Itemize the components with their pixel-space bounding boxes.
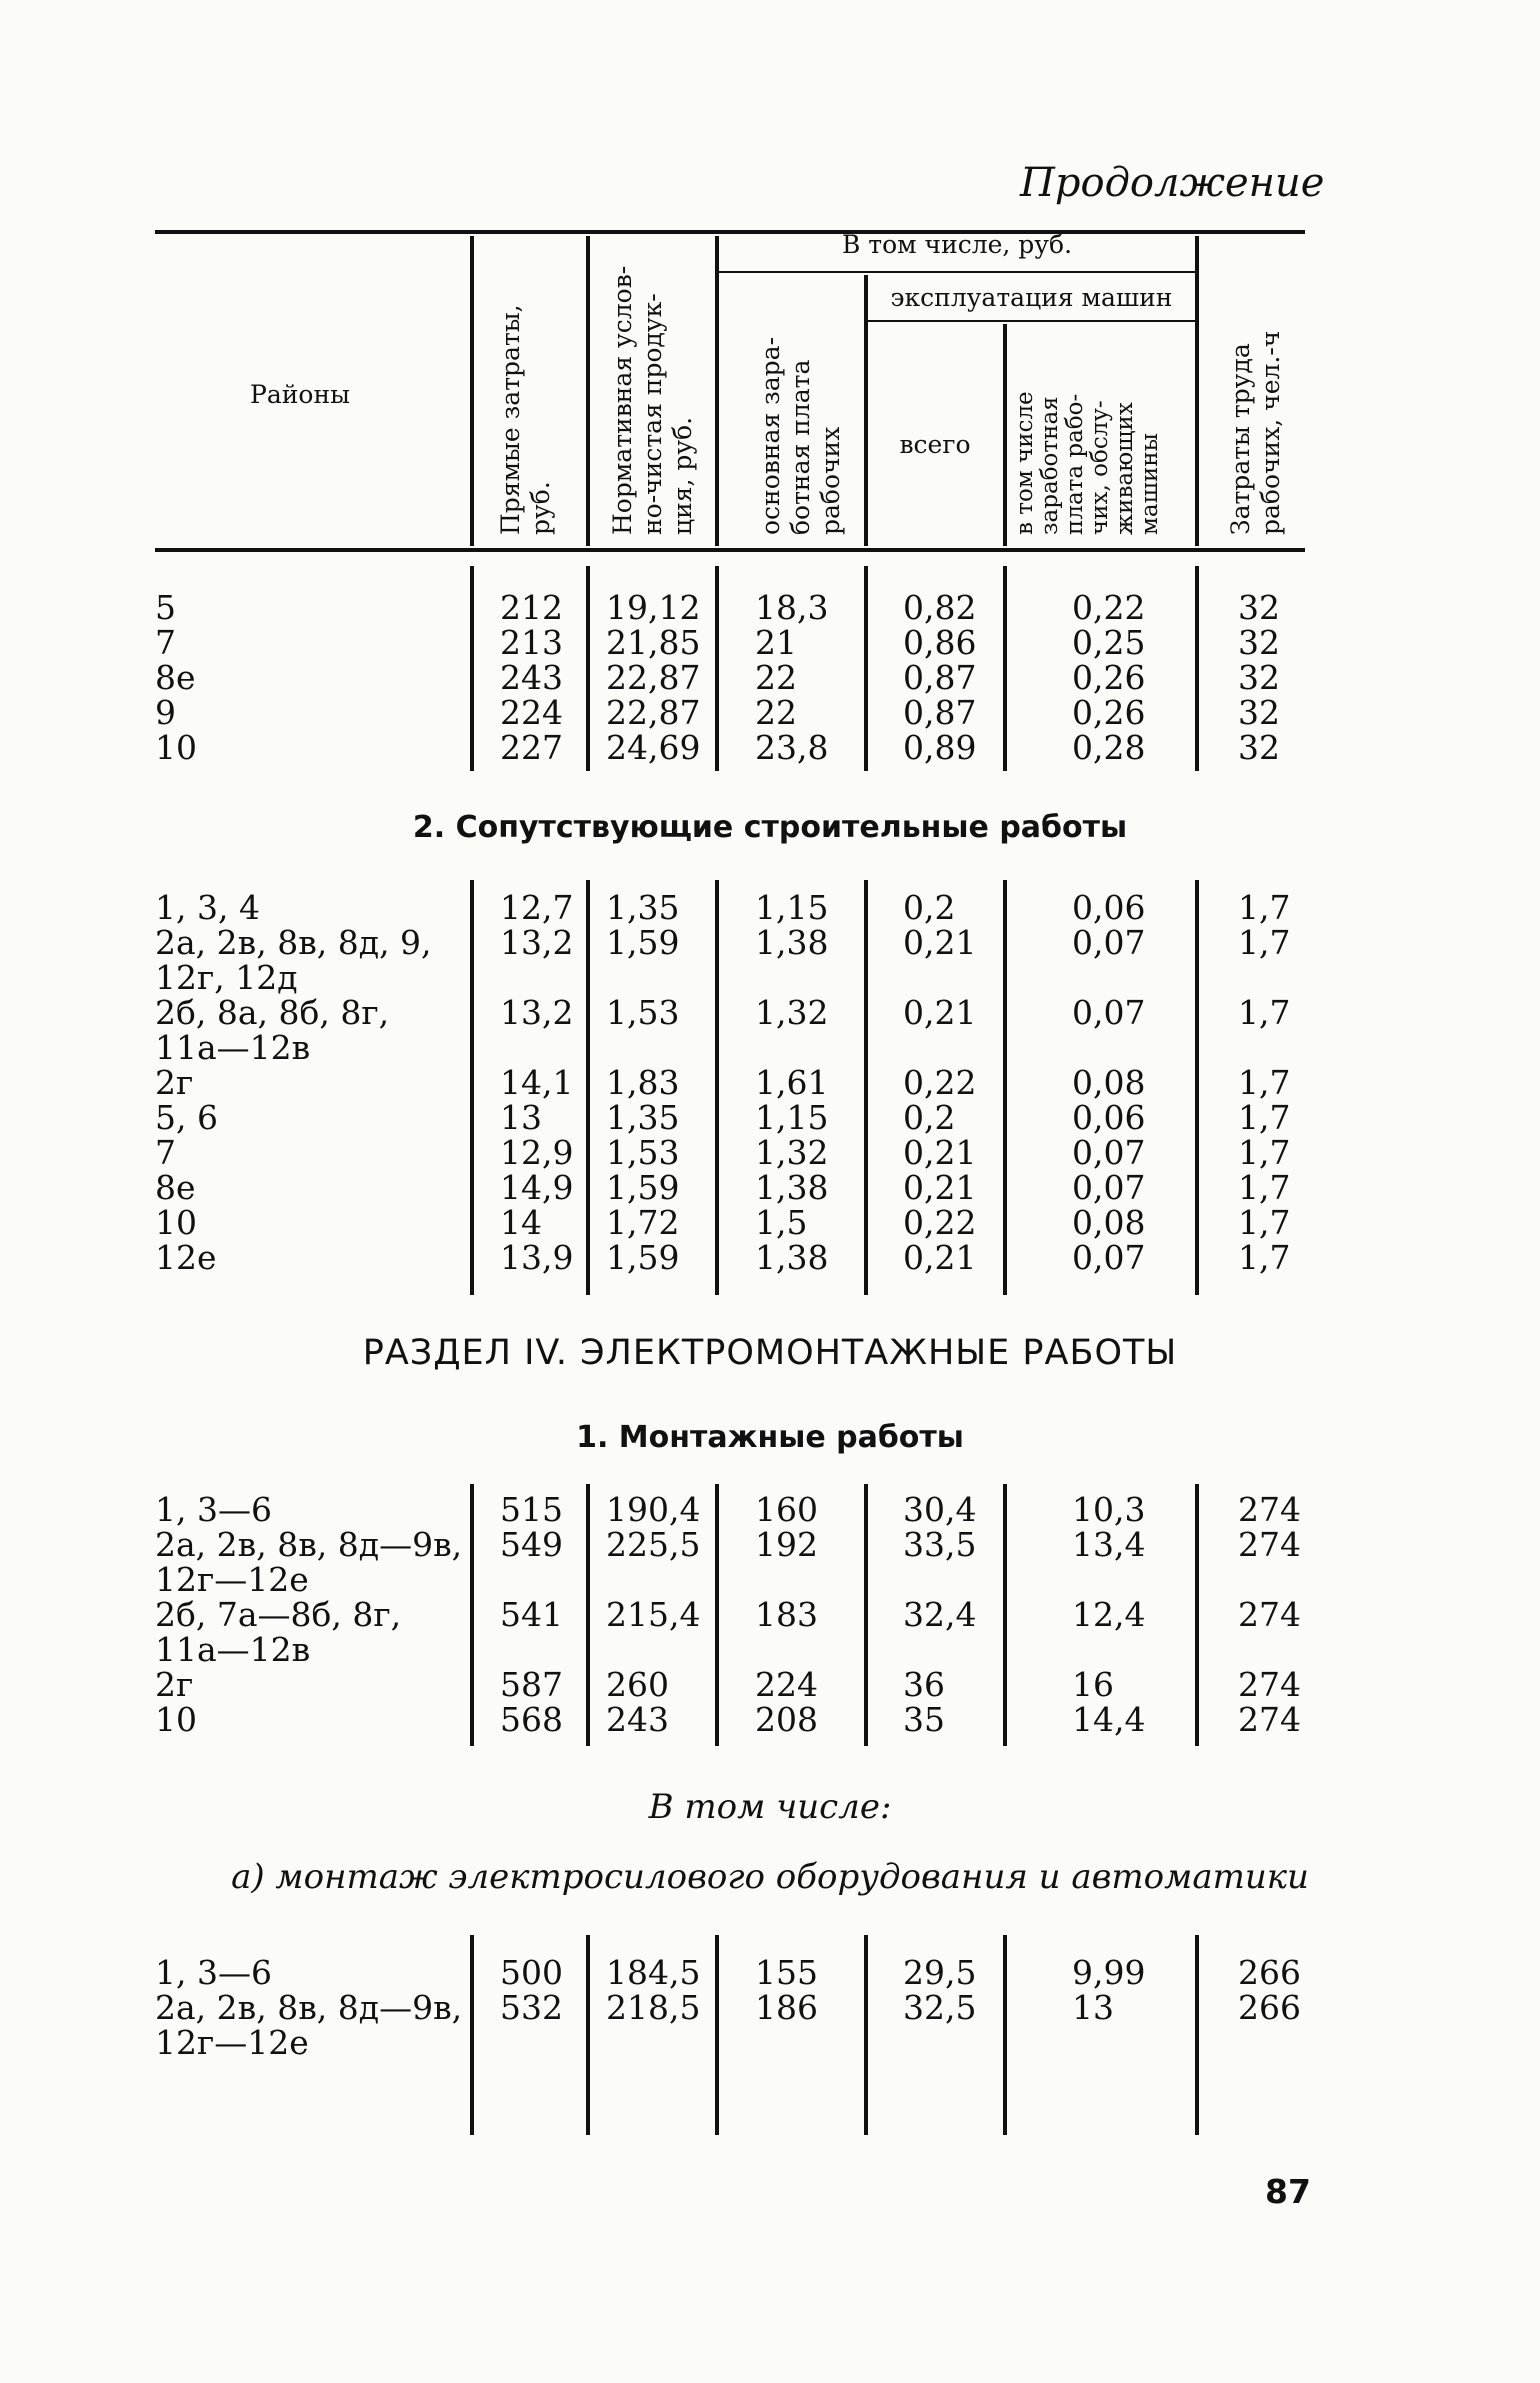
t4-row: 1, 3—6 500 184,5 155 29,5 9,99 266 bbox=[155, 1953, 1301, 1992]
t3-row: 1, 3—6 515 190,4 160 30,4 10,3 274 bbox=[155, 1490, 1301, 1529]
header-machine-operation: эксплуатация машин bbox=[890, 283, 1173, 312]
page-number: 87 bbox=[1265, 2172, 1311, 2211]
header-machines-rule bbox=[866, 320, 1197, 322]
header-including-rule bbox=[717, 271, 1197, 273]
t2-row: 12г, 12д bbox=[155, 958, 298, 997]
section-4-title: РАЗДЕЛ IV. ЭЛЕКТРОМОНТАЖНЫЕ РАБОТЫ bbox=[362, 1333, 1178, 1373]
t1-row: 7 213 21,85 21 0,86 0,25 32 bbox=[155, 623, 1280, 662]
t3-row: 10 568 243 208 35 14,4 274 bbox=[155, 1700, 1301, 1739]
including-label: В том числе: bbox=[648, 1787, 892, 1827]
t3-row: 11а—12в bbox=[155, 1630, 311, 1669]
t1-row: 10 227 24,69 23,8 0,89 0,28 32 bbox=[155, 728, 1280, 767]
t1-row: 9 224 22,87 22 0,87 0,26 32 bbox=[155, 693, 1280, 732]
t3-row: 12г—12е bbox=[155, 1560, 309, 1599]
subsection-1-title: 1. Монтажные работы bbox=[576, 1420, 964, 1455]
t2-row: 2г 14,1 1,83 1,61 0,22 0,08 1,7 bbox=[155, 1063, 1291, 1102]
header-vline-6 bbox=[1195, 236, 1199, 546]
header-direct-costs: Прямые затраты, руб. bbox=[496, 304, 555, 535]
t2-row: 5, 6 13 1,35 1,15 0,2 0,06 1,7 bbox=[155, 1098, 1291, 1137]
header-vline-1 bbox=[470, 236, 474, 546]
t3-row: 2а, 2в, 8в, 8д—9в, 549 225,5 192 33,5 13,4 274 bbox=[155, 1525, 1301, 1564]
header-base-wage: основная зара- ботная плата рабочих bbox=[756, 336, 845, 535]
header-incl-wage: в том числе заработная плата рабо- чих, обслу- живающих машины bbox=[1012, 391, 1163, 535]
t2-row: 10 14 1,72 1,5 0,22 0,08 1,7 bbox=[155, 1203, 1291, 1242]
t2-row: 2б, 8а, 8б, 8г, 13,2 1,53 1,32 0,21 0,07 1,7 bbox=[155, 993, 1291, 1032]
t4-row: 2а, 2в, 8в, 8д—9в, 532 218,5 186 32,5 13 266 bbox=[155, 1988, 1301, 2027]
subsection-a-title: а) монтаж электросилового оборудования и автоматики bbox=[231, 1857, 1309, 1897]
t2-row: 11а—12в bbox=[155, 1028, 311, 1067]
section-2-title: 2. Сопутствующие строительные работы bbox=[412, 810, 1128, 845]
header-vline-2 bbox=[586, 236, 590, 546]
t2-row: 7 12,9 1,53 1,32 0,21 0,07 1,7 bbox=[155, 1133, 1291, 1172]
t4-row: 12г—12е bbox=[155, 2023, 309, 2062]
t1-row: 8е 243 22,87 22 0,87 0,26 32 bbox=[155, 658, 1280, 697]
header-labor-costs: Затраты труда рабочих, чел.-ч bbox=[1226, 330, 1285, 535]
header-districts: Районы bbox=[250, 380, 350, 409]
header-normative-net: Нормативная услов- но-чистая продук- ция, руб. bbox=[608, 265, 697, 535]
t2-row: 12е 13,9 1,59 1,38 0,21 0,07 1,7 bbox=[155, 1238, 1291, 1277]
t2-row: 1, 3, 4 12,7 1,35 1,15 0,2 0,06 1,7 bbox=[155, 888, 1291, 927]
header-vline-4 bbox=[864, 275, 868, 546]
t2-row: 8е 14,9 1,59 1,38 0,21 0,07 1,7 bbox=[155, 1168, 1291, 1207]
header-machines-total: всего bbox=[899, 430, 971, 459]
header-including: В том числе, руб. bbox=[841, 230, 1073, 259]
continuation-label: Продолжение bbox=[1020, 160, 1325, 206]
t3-row: 2б, 7а—8б, 8г, 541 215,4 183 32,4 12,4 274 bbox=[155, 1595, 1301, 1634]
t2-row: 2а, 2в, 8в, 8д, 9, 13,2 1,59 1,38 0,21 0,07 1,7 bbox=[155, 923, 1291, 962]
t1-row: 5 212 19,12 18,3 0,82 0,22 32 bbox=[155, 588, 1280, 627]
header-bottom-rule bbox=[155, 548, 1305, 552]
header-vline-5 bbox=[1003, 324, 1007, 546]
t3-row: 2г 587 260 224 36 16 274 bbox=[155, 1665, 1301, 1704]
header-vline-3 bbox=[715, 236, 719, 546]
